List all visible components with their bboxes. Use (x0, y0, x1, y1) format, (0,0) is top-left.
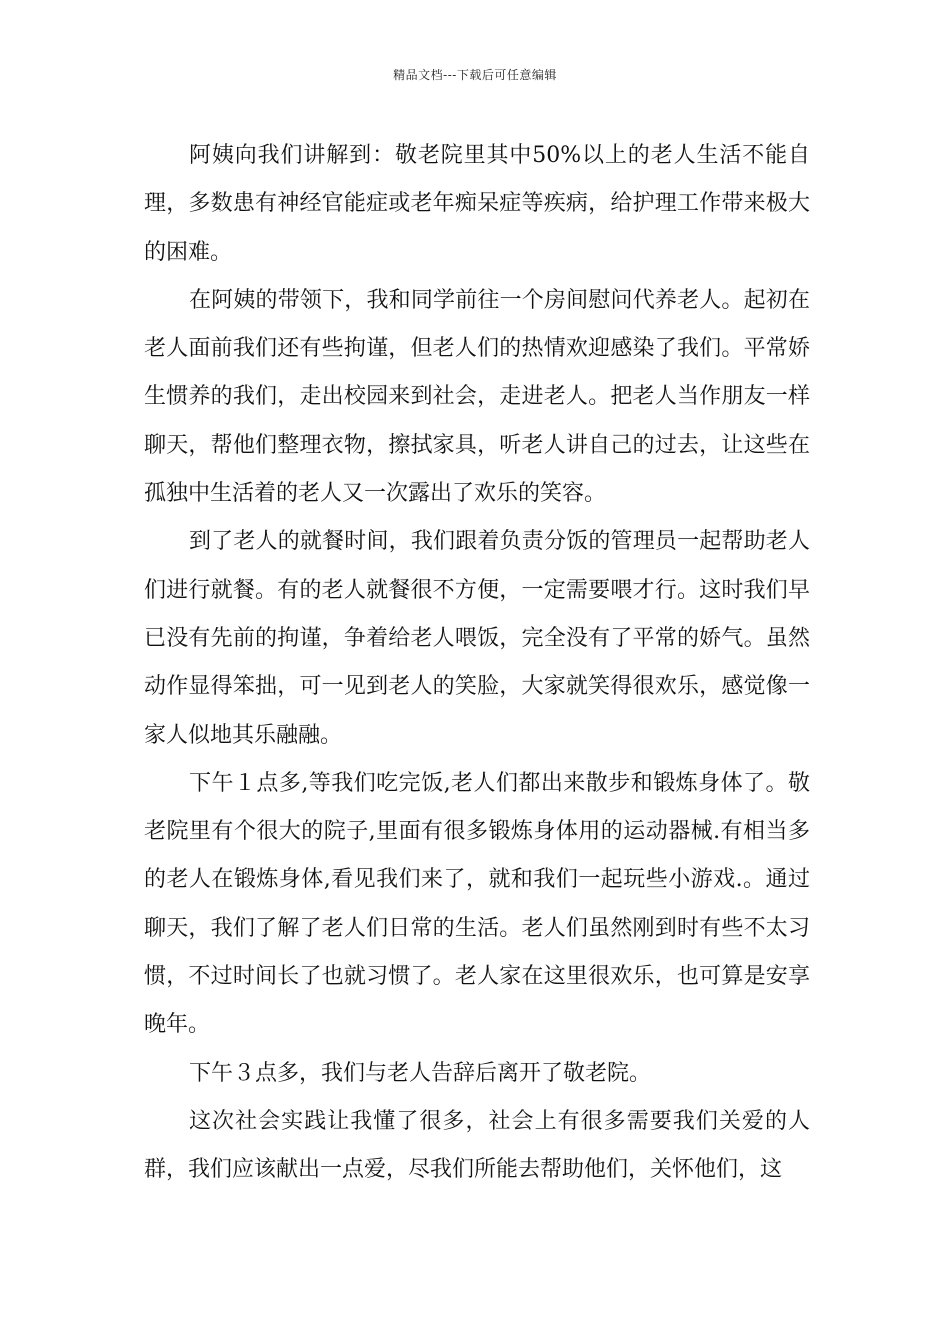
paragraph-2: 在阿姨的带领下，我和同学前往一个房间慰问代养老人。起初在老人面前我们还有些拘谨，但老人们的热情欢迎感染了我们。平常娇生惯养的我们，走出校园来到社会，走进老人。把老人当作朋友一样聊天，帮他们整理衣物，擦拭家具，听老人讲自己的过去，让这些在孤独中生活着的老人又一次露出了欢乐的笑容。 (144, 287, 810, 507)
paragraph-1: 阿姨向我们讲解到：敬老院里其中50%以上的老人生活不能自理，多数患有神经官能症或老年痴呆症等疾病，给护理工作带来极大的困难。 (144, 143, 810, 265)
paragraph-3: 到了老人的就餐时间，我们跟着负责分饭的管理员一起帮助老人们进行就餐。有的老人就餐很不方便，一定需要喂才行。这时我们早已没有先前的拘谨，争着给老人喂饭，完全没有了平常的娇气。虽然动作显得笨拙，可一见到老人的笑脸，大家就笑得很欢乐，感觉像一家人似地其乐融融。 (144, 529, 810, 748)
paragraph-4: 下午１点多,等我们吃完饭,老人们都出来散步和锻炼身体了。敬老院里有个很大的院子,里面有很多锻炼身体用的运动器械.有相当多的老人在锻炼身体,看见我们来了，就和我们一起玩些小游戏.。通过聊天，我们了解了老人们日常的生活。老人们虽然刚到时有些不太习惯，不过时间长了也就习惯了。老人家在这里很欢乐，也可算是安享晚年。 (144, 770, 810, 1038)
paragraph-5: 下午３点多，我们与老人告辞后离开了敬老院。 (189, 1060, 652, 1086)
paragraph-6: 这次社会实践让我懂了很多，社会上有很多需要我们关爱的人群，我们应该献出一点爱，尽我们所能去帮助他们，关怀他们，这 (144, 1108, 810, 1183)
page-header: 精品文档---下载后可任意编辑 (393, 68, 557, 82)
document-body (144, 132, 810, 1195)
